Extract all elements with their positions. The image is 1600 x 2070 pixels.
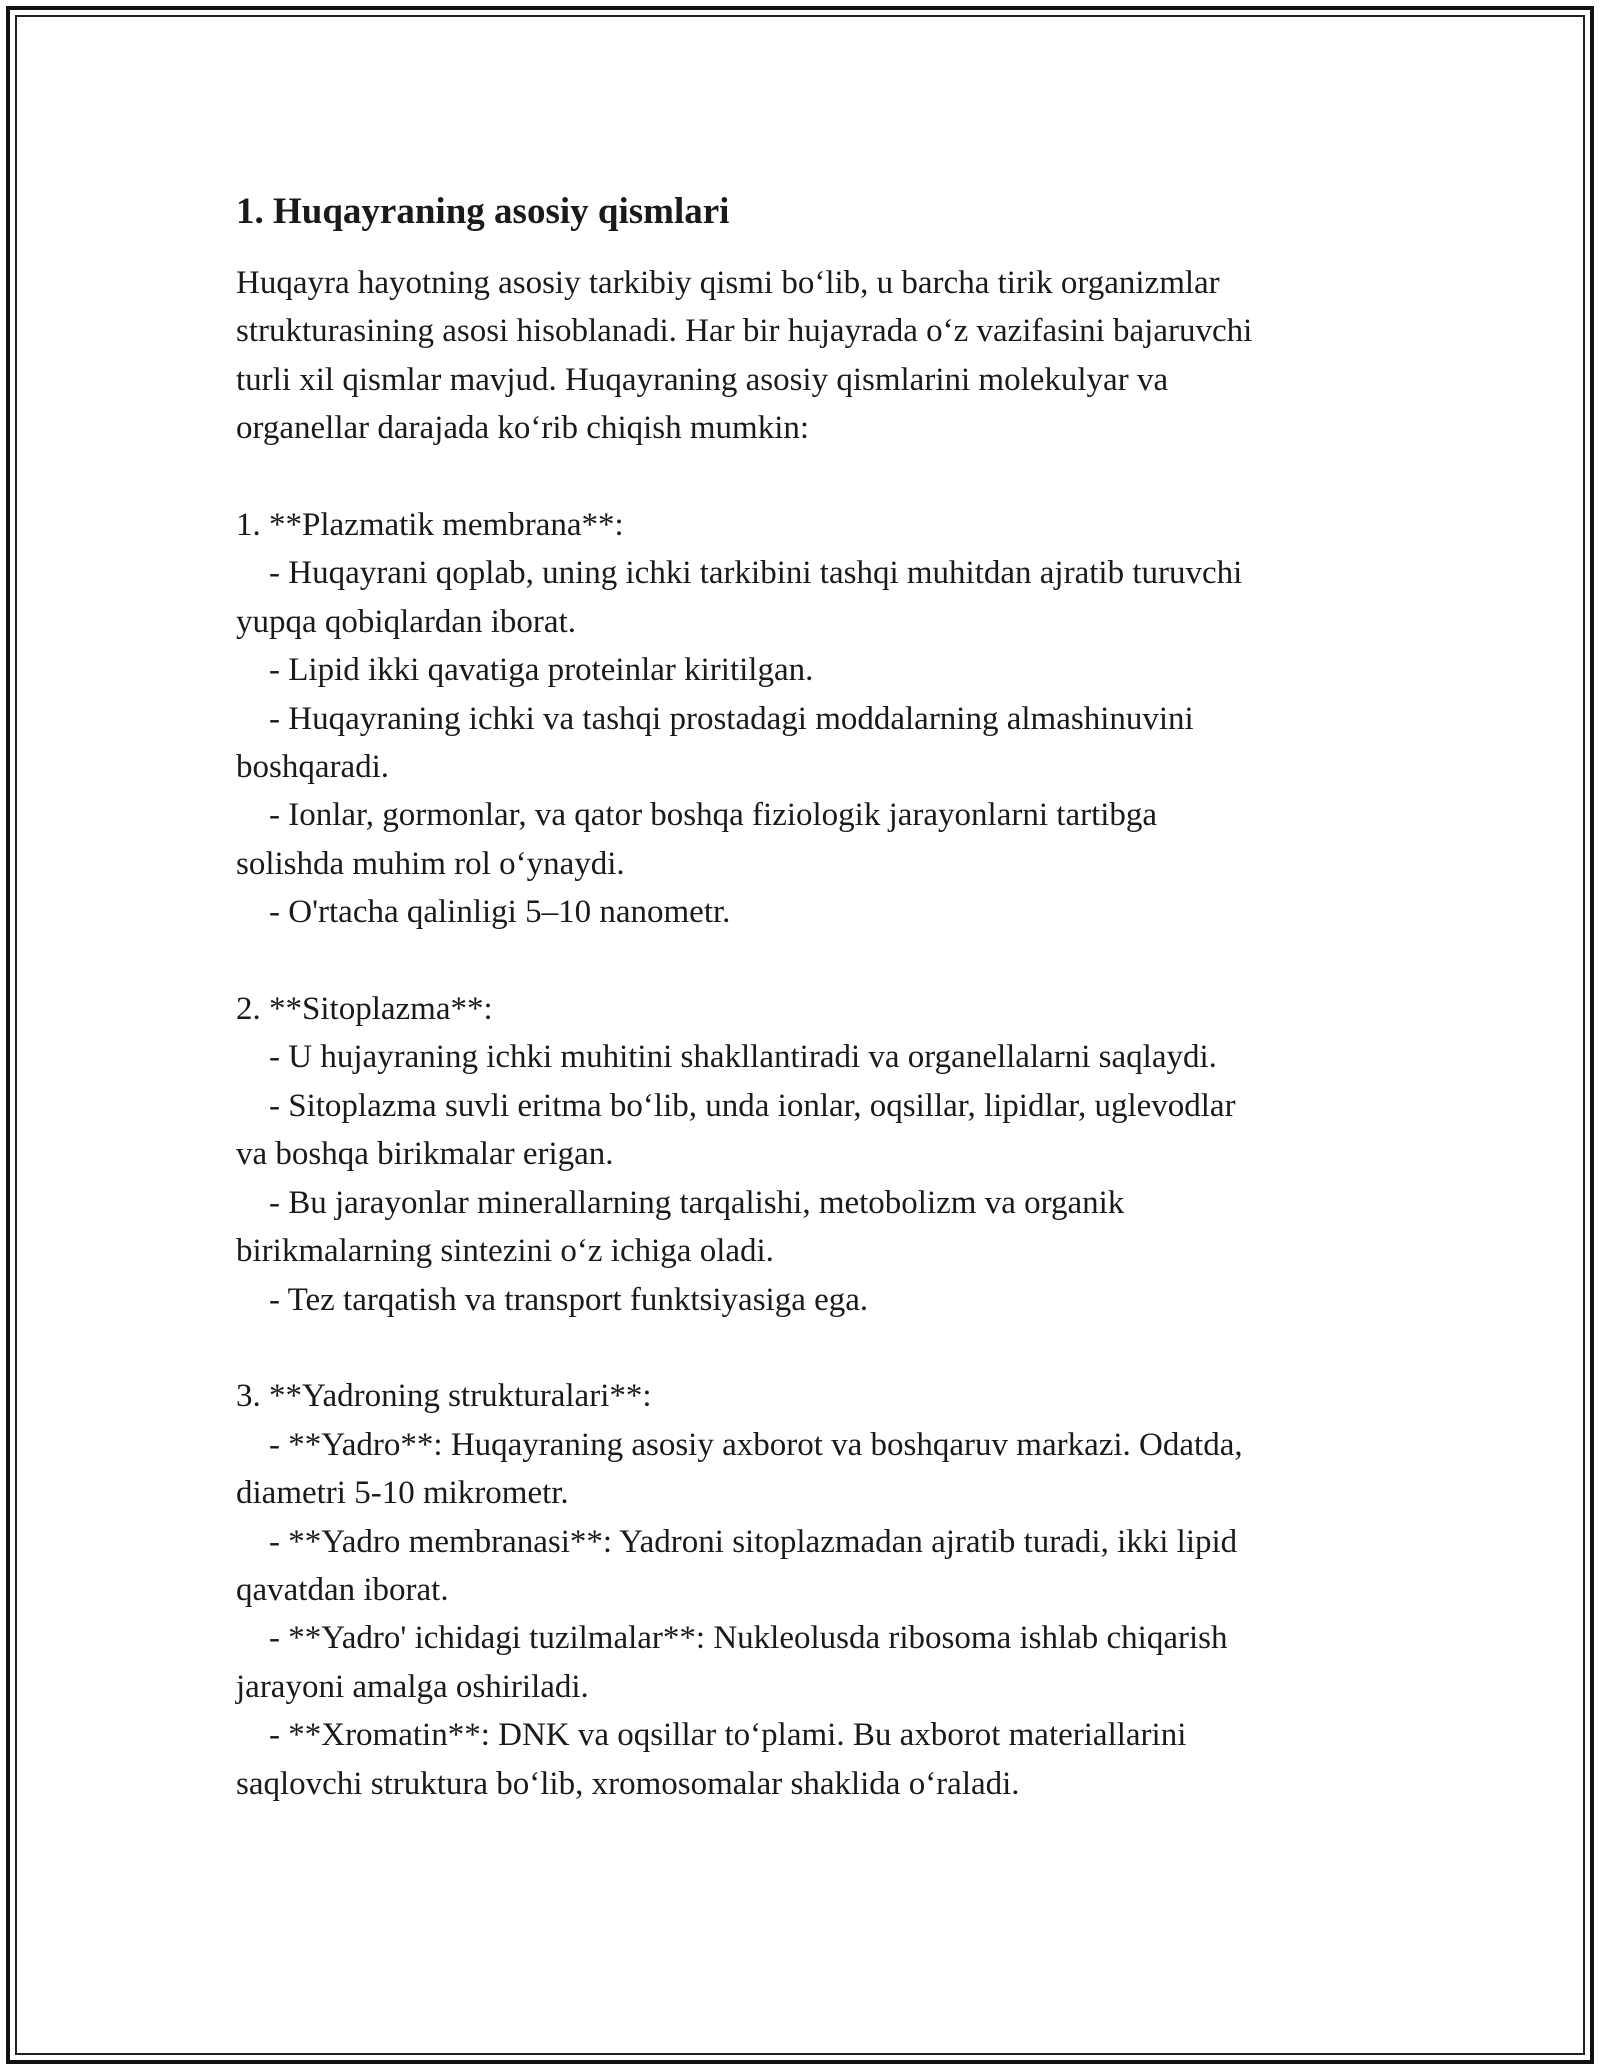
section-body: - U hujayraning ichki muhitini shakllantiradi va organellalarni saqlaydi. - Sitoplazma suvli eritma bo‘lib, unda ionlar, oqsillar, lipidlar, uglevodlar va boshqa birikmalar erigan. - Bu jarayonlar minerallarning tarqalishi, metobolizm va organik birikmalarning sintezini o‘z ichiga oladi. - Tez tarqatish va transport funktsiyasiga ega.: [236, 1039, 1236, 1318]
section-body: - Huqayrani qoplab, uning ichki tarkibini tashqi muhitdan ajratib turuvchi yupqa qobiqlardan iborat. - Lipid ikki qavatiga proteinlar kiritilgan. - Huqayraning ichki va tashqi prostadagi moddalarning almashinuvini boshqaradi. - Ionlar, gormonlar, va qator boshqa fiziologik jarayonlarni tartibga solishda muhim rol o‘ynaydi. - O'rtacha qalinligi 5–10 nanometr.: [236, 555, 1243, 931]
section-body: - **Yadro**: Huqayraning asosiy axborot va boshqaruv markazi. Odatda, diametri 5-10 mikrometr. - **Yadro membranasi**: Yadroni sitoplazmadan ajratib turadi, ikki lipid qavatdan iborat. - **Yadro' ichidagi tuzilmalar**: Nukleolusda ribosoma ishlab chiqarish jarayoni amalga oshiriladi. - **Xromatin**: DNK va oqsillar to‘plami. Bu axborot materiallarini saqlovchi struktura bo‘lib, xromosomalar shaklida o‘raladi.: [236, 1426, 1243, 1802]
section-title: 1. **Plazmatik membrana**:: [236, 507, 624, 544]
section-plasma-membrane: [236, 501, 1396, 937]
section-nucleus-structures: [236, 1372, 1396, 1808]
section-cytoplasm: [236, 985, 1396, 1324]
intro-paragraph: Huqayra hayotning asosiy tarkibiy qismi bo‘lib, u barcha tirik organizmlar strukturasining asosi hisoblanadi. Har bir hujayrada o‘z vazifasini bajaruvchi turli xil qismlar mavjud. Huqayraning asosiy qismlarini molekulyar va organellar darajada ko‘rib chiqish mumkin:: [236, 265, 1253, 447]
document-heading: 1. Huqayraning asosiy qismlari: [236, 191, 730, 232]
document-content: [236, 188, 1396, 1808]
section-title: 2. **Sitoplazma**:: [236, 991, 493, 1028]
section-title: 3. **Yadroning strukturalari**:: [236, 1378, 652, 1415]
